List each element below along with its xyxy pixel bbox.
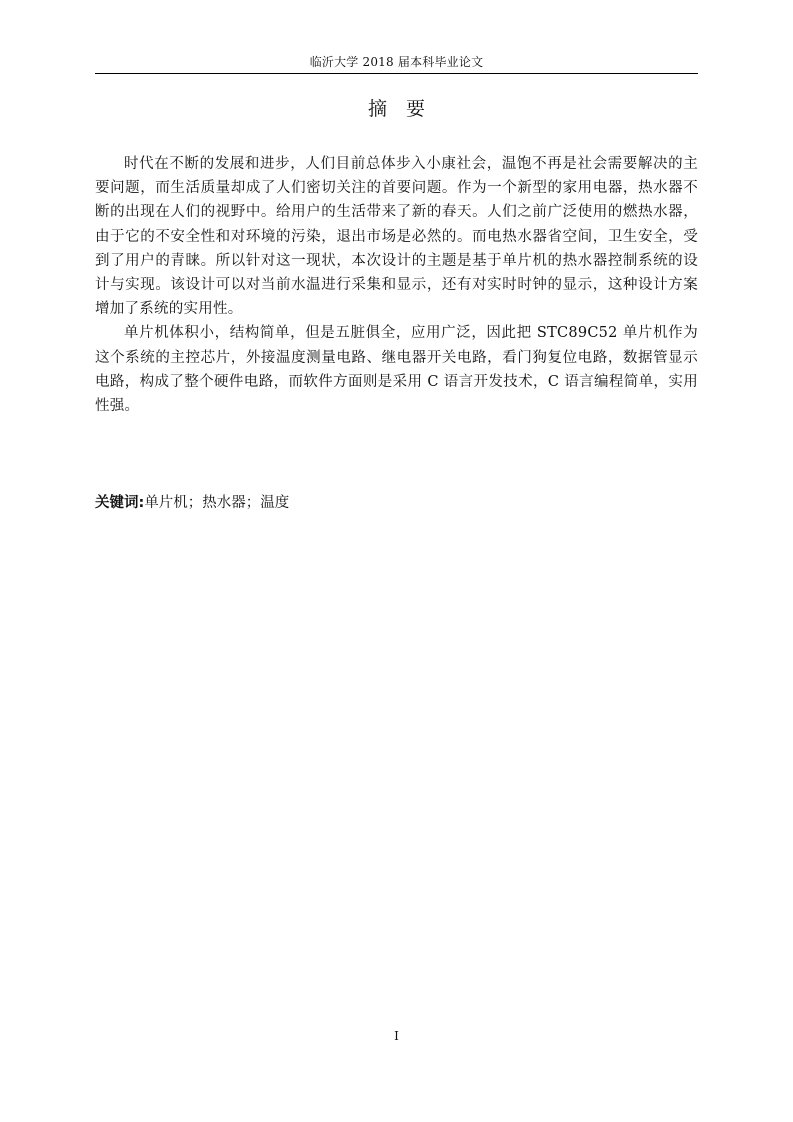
- running-header: 临沂大学 2018 届本科毕业论文: [309, 55, 484, 69]
- keywords-values: 单片机；热水器；温度: [144, 495, 290, 511]
- keywords-line: [95, 491, 698, 515]
- abstract-paragraph: 单片机体积小，结构简单，但是五脏俱全，应用广泛，因此把 STC89C52 单片机作为这个系统的主控芯片，外接温度测量电路、继电器开关电路，看门狗复位电路，数据管显示电路，构成了整个硬件电路，而软件方面则是采用 C 语言开发技术，C 语言编程简单，实用性强。: [95, 325, 698, 415]
- abstract-title: 摘 要: [367, 98, 425, 120]
- header-rule: [95, 73, 698, 74]
- abstract-paragraph: 时代在不断的发展和进步，人们目前总体步入小康社会，温饱不再是社会需要解决的主要问题，而生活质量却成了人们密切关注的首要问题。作为一个新型的家用电器，热水器不断的出现在人们的视野中。给用户的生活带来了新的春天。人们之前广泛使用的燃热水器，由于它的不安全性和对环境的污染，退出市场是必然的。而电热水器省空间，卫生安全，受到了用户的青睐。所以针对这一现状，本次设计的主题是基于单片机的热水器控制系统的设计与实现。该设计可以对当前水温进行采集和显示，还有对实时时钟的显示，这种设计方案增加了系统的实用性。: [95, 156, 698, 318]
- keywords-label: 关键词:: [95, 495, 145, 511]
- abstract-body: [95, 152, 698, 418]
- page-number: I: [394, 1029, 399, 1043]
